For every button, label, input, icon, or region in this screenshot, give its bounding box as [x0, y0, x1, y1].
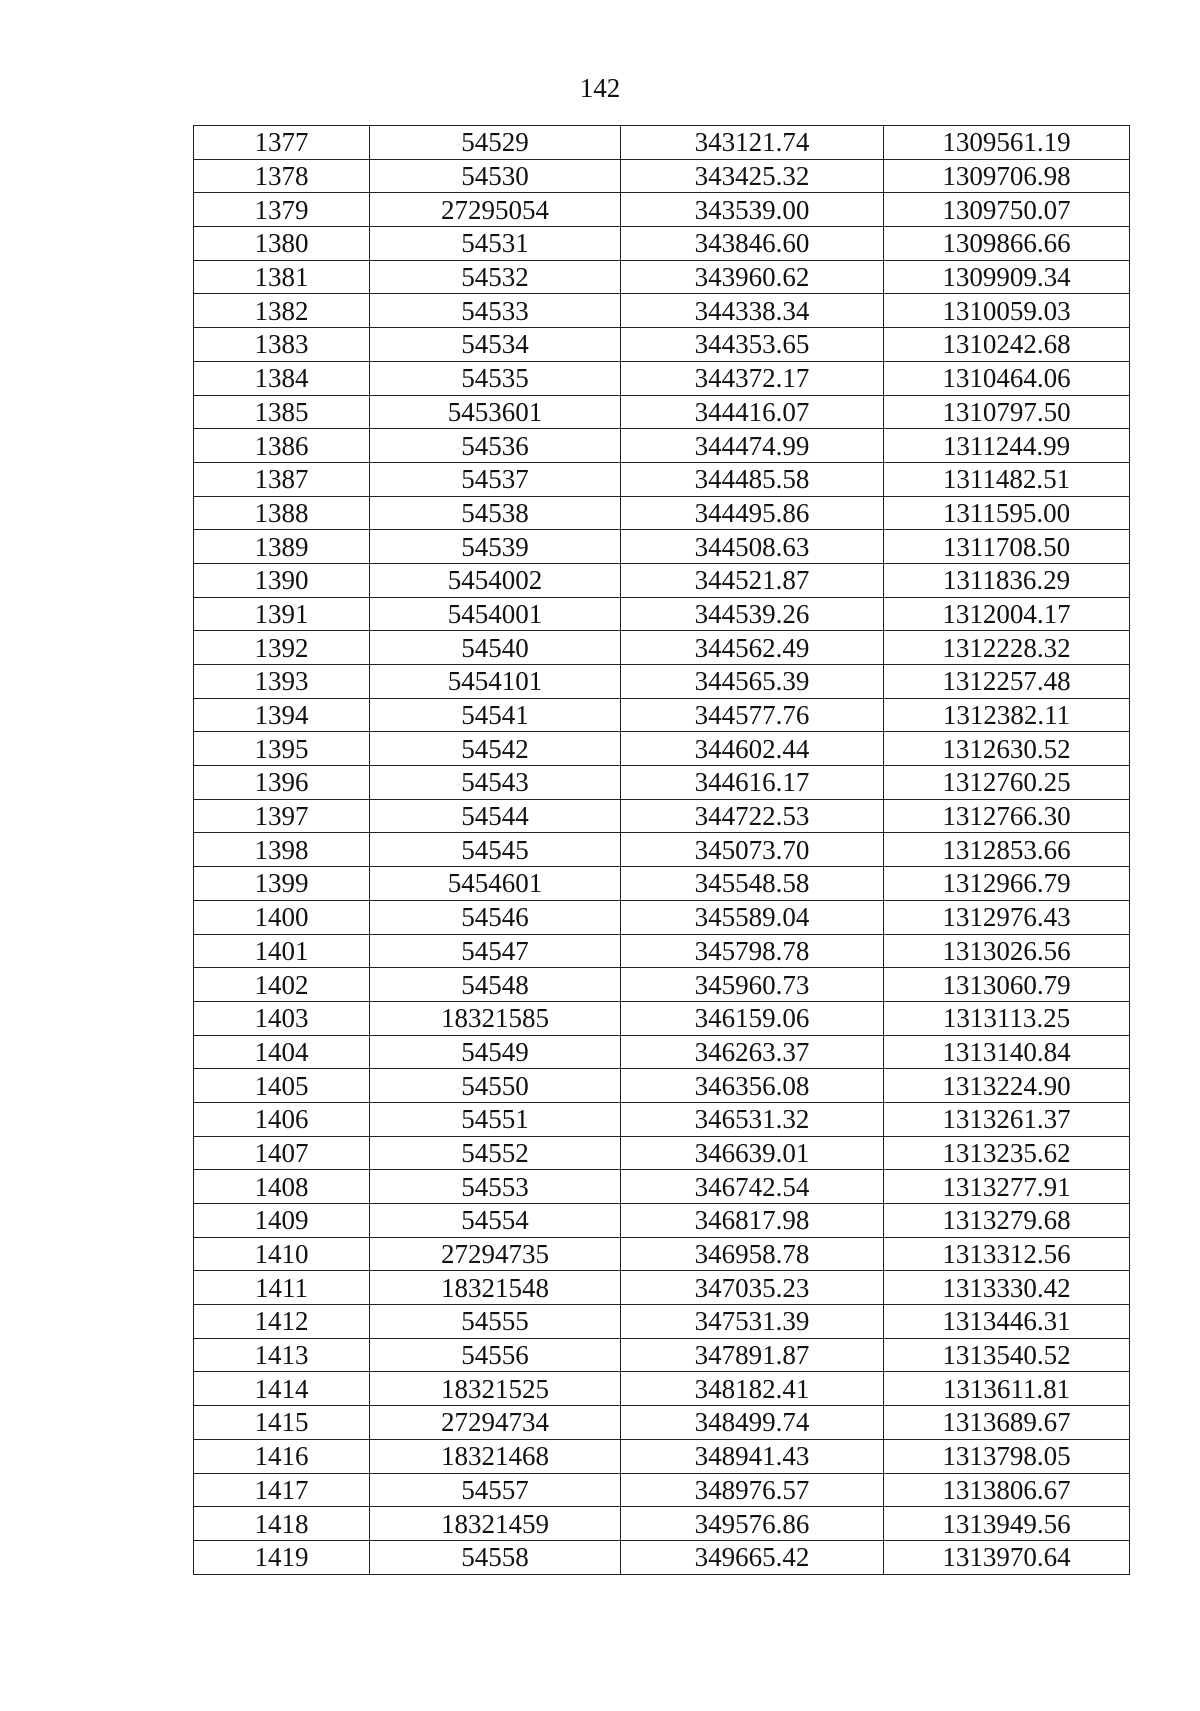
- row-index-cell: 1386: [194, 429, 370, 463]
- y-coordinate-cell: 1309909.34: [884, 260, 1130, 294]
- table-row: [194, 1136, 1130, 1170]
- y-coordinate-cell: 1313277.91: [884, 1170, 1130, 1204]
- point-id-cell: 18321468: [370, 1439, 621, 1473]
- table-row: [194, 1439, 1130, 1473]
- y-coordinate-cell: 1312382.11: [884, 698, 1130, 732]
- x-coordinate-cell: 349576.86: [621, 1507, 884, 1541]
- point-id-cell: 54558: [370, 1540, 621, 1574]
- y-coordinate-cell: 1310464.06: [884, 361, 1130, 395]
- table-row: [194, 530, 1130, 564]
- page-number: 142: [579, 73, 621, 103]
- row-index-cell: 1403: [194, 1001, 370, 1035]
- point-id-cell: 27294735: [370, 1237, 621, 1271]
- point-id-cell: 54550: [370, 1069, 621, 1103]
- point-id-cell: 54546: [370, 900, 621, 934]
- point-id-cell: 54535: [370, 361, 621, 395]
- row-index-cell: 1414: [194, 1372, 370, 1406]
- table-row: [194, 732, 1130, 766]
- x-coordinate-cell: 344508.63: [621, 530, 884, 564]
- x-coordinate-cell: 346639.01: [621, 1136, 884, 1170]
- table-row: [194, 1001, 1130, 1035]
- x-coordinate-cell: 343539.00: [621, 193, 884, 227]
- table-row: [194, 395, 1130, 429]
- point-id-cell: 54544: [370, 799, 621, 833]
- table-row: [194, 799, 1130, 833]
- row-index-cell: 1416: [194, 1439, 370, 1473]
- y-coordinate-cell: 1310242.68: [884, 328, 1130, 362]
- row-index-cell: 1418: [194, 1507, 370, 1541]
- table-row: [194, 698, 1130, 732]
- x-coordinate-cell: 345073.70: [621, 833, 884, 867]
- x-coordinate-cell: 346263.37: [621, 1035, 884, 1069]
- table-row: [194, 1102, 1130, 1136]
- row-index-cell: 1405: [194, 1069, 370, 1103]
- x-coordinate-cell: 345798.78: [621, 934, 884, 968]
- point-id-cell: 54542: [370, 732, 621, 766]
- x-coordinate-cell: 346817.98: [621, 1204, 884, 1238]
- row-index-cell: 1399: [194, 867, 370, 901]
- x-coordinate-cell: 344372.17: [621, 361, 884, 395]
- x-coordinate-cell: 345960.73: [621, 968, 884, 1002]
- point-id-cell: 54531: [370, 227, 621, 261]
- table-row: [194, 1204, 1130, 1238]
- x-coordinate-cell: 349665.42: [621, 1540, 884, 1574]
- point-id-cell: 54555: [370, 1305, 621, 1339]
- y-coordinate-cell: 1310059.03: [884, 294, 1130, 328]
- x-coordinate-cell: 344495.86: [621, 496, 884, 530]
- point-id-cell: 54551: [370, 1102, 621, 1136]
- point-id-cell: 54540: [370, 631, 621, 665]
- point-id-cell: 18321525: [370, 1372, 621, 1406]
- row-index-cell: 1407: [194, 1136, 370, 1170]
- row-index-cell: 1417: [194, 1473, 370, 1507]
- y-coordinate-cell: 1309866.66: [884, 227, 1130, 261]
- point-id-cell: 18321459: [370, 1507, 621, 1541]
- y-coordinate-cell: 1313446.31: [884, 1305, 1130, 1339]
- point-id-cell: 5454001: [370, 597, 621, 631]
- y-coordinate-cell: 1313806.67: [884, 1473, 1130, 1507]
- y-coordinate-cell: 1313261.37: [884, 1102, 1130, 1136]
- y-coordinate-cell: 1313026.56: [884, 934, 1130, 968]
- row-index-cell: 1410: [194, 1237, 370, 1271]
- y-coordinate-cell: 1313312.56: [884, 1237, 1130, 1271]
- x-coordinate-cell: 344485.58: [621, 462, 884, 496]
- x-coordinate-cell: 344602.44: [621, 732, 884, 766]
- y-coordinate-cell: 1312760.25: [884, 766, 1130, 800]
- y-coordinate-cell: 1311836.29: [884, 563, 1130, 597]
- table-row: [194, 900, 1130, 934]
- y-coordinate-cell: 1313949.56: [884, 1507, 1130, 1541]
- point-id-cell: 54553: [370, 1170, 621, 1204]
- row-index-cell: 1381: [194, 260, 370, 294]
- table-row: [194, 294, 1130, 328]
- y-coordinate-cell: 1313235.62: [884, 1136, 1130, 1170]
- row-index-cell: 1397: [194, 799, 370, 833]
- x-coordinate-cell: 344521.87: [621, 563, 884, 597]
- row-index-cell: 1419: [194, 1540, 370, 1574]
- point-id-cell: 54541: [370, 698, 621, 732]
- point-id-cell: 54549: [370, 1035, 621, 1069]
- table-row: [194, 328, 1130, 362]
- point-id-cell: 54536: [370, 429, 621, 463]
- row-index-cell: 1385: [194, 395, 370, 429]
- y-coordinate-cell: 1312766.30: [884, 799, 1130, 833]
- point-id-cell: 5454002: [370, 563, 621, 597]
- y-coordinate-cell: 1313140.84: [884, 1035, 1130, 1069]
- point-id-cell: 5453601: [370, 395, 621, 429]
- point-id-cell: 54543: [370, 766, 621, 800]
- table-row: [194, 867, 1130, 901]
- y-coordinate-cell: 1313113.25: [884, 1001, 1130, 1035]
- y-coordinate-cell: 1312004.17: [884, 597, 1130, 631]
- point-id-cell: 54529: [370, 126, 621, 160]
- row-index-cell: 1387: [194, 462, 370, 496]
- point-id-cell: 5454601: [370, 867, 621, 901]
- table-row: [194, 1540, 1130, 1574]
- x-coordinate-cell: 343846.60: [621, 227, 884, 261]
- row-index-cell: 1390: [194, 563, 370, 597]
- table-row: [194, 597, 1130, 631]
- row-index-cell: 1400: [194, 900, 370, 934]
- point-id-cell: 5454101: [370, 665, 621, 699]
- y-coordinate-cell: 1312630.52: [884, 732, 1130, 766]
- point-id-cell: 54539: [370, 530, 621, 564]
- y-coordinate-cell: 1313330.42: [884, 1271, 1130, 1305]
- row-index-cell: 1379: [194, 193, 370, 227]
- y-coordinate-cell: 1309706.98: [884, 159, 1130, 193]
- table-body: [194, 126, 1130, 1575]
- y-coordinate-cell: 1312257.48: [884, 665, 1130, 699]
- row-index-cell: 1378: [194, 159, 370, 193]
- x-coordinate-cell: 348976.57: [621, 1473, 884, 1507]
- x-coordinate-cell: 346958.78: [621, 1237, 884, 1271]
- row-index-cell: 1382: [194, 294, 370, 328]
- point-id-cell: 54534: [370, 328, 621, 362]
- row-index-cell: 1404: [194, 1035, 370, 1069]
- point-id-cell: 18321548: [370, 1271, 621, 1305]
- point-id-cell: 54538: [370, 496, 621, 530]
- table-row: [194, 429, 1130, 463]
- table-row: [194, 159, 1130, 193]
- table-row: [194, 1237, 1130, 1271]
- point-id-cell: 54548: [370, 968, 621, 1002]
- x-coordinate-cell: 344616.17: [621, 766, 884, 800]
- x-coordinate-cell: 346742.54: [621, 1170, 884, 1204]
- y-coordinate-cell: 1310797.50: [884, 395, 1130, 429]
- point-id-cell: 27295054: [370, 193, 621, 227]
- table-row: [194, 260, 1130, 294]
- x-coordinate-cell: 344539.26: [621, 597, 884, 631]
- table-row: [194, 833, 1130, 867]
- y-coordinate-cell: 1311708.50: [884, 530, 1130, 564]
- point-id-cell: 54547: [370, 934, 621, 968]
- row-index-cell: 1396: [194, 766, 370, 800]
- x-coordinate-cell: 347531.39: [621, 1305, 884, 1339]
- x-coordinate-cell: 344722.53: [621, 799, 884, 833]
- point-id-cell: 54532: [370, 260, 621, 294]
- row-index-cell: 1401: [194, 934, 370, 968]
- table-row: [194, 1170, 1130, 1204]
- row-index-cell: 1384: [194, 361, 370, 395]
- point-id-cell: 54537: [370, 462, 621, 496]
- x-coordinate-cell: 343121.74: [621, 126, 884, 160]
- table-row: [194, 193, 1130, 227]
- y-coordinate-cell: 1311244.99: [884, 429, 1130, 463]
- row-index-cell: 1391: [194, 597, 370, 631]
- x-coordinate-cell: 344474.99: [621, 429, 884, 463]
- x-coordinate-cell: 348182.41: [621, 1372, 884, 1406]
- x-coordinate-cell: 344565.39: [621, 665, 884, 699]
- point-id-cell: 54530: [370, 159, 621, 193]
- table-row: [194, 1406, 1130, 1440]
- x-coordinate-cell: 343425.32: [621, 159, 884, 193]
- table-row: [194, 766, 1130, 800]
- row-index-cell: 1406: [194, 1102, 370, 1136]
- row-index-cell: 1408: [194, 1170, 370, 1204]
- y-coordinate-cell: 1312966.79: [884, 867, 1130, 901]
- y-coordinate-cell: 1313970.64: [884, 1540, 1130, 1574]
- y-coordinate-cell: 1309750.07: [884, 193, 1130, 227]
- table-row: [194, 1035, 1130, 1069]
- row-index-cell: 1402: [194, 968, 370, 1002]
- row-index-cell: 1412: [194, 1305, 370, 1339]
- table-row: [194, 227, 1130, 261]
- table-row: [194, 563, 1130, 597]
- row-index-cell: 1392: [194, 631, 370, 665]
- x-coordinate-cell: 348941.43: [621, 1439, 884, 1473]
- table-row: [194, 1069, 1130, 1103]
- x-coordinate-cell: 344338.34: [621, 294, 884, 328]
- y-coordinate-cell: 1313279.68: [884, 1204, 1130, 1238]
- table-row: [194, 968, 1130, 1002]
- y-coordinate-cell: 1312976.43: [884, 900, 1130, 934]
- x-coordinate-cell: 343960.62: [621, 260, 884, 294]
- row-index-cell: 1395: [194, 732, 370, 766]
- x-coordinate-cell: 346531.32: [621, 1102, 884, 1136]
- x-coordinate-cell: 346356.08: [621, 1069, 884, 1103]
- row-index-cell: 1411: [194, 1271, 370, 1305]
- table-row: [194, 665, 1130, 699]
- y-coordinate-cell: 1311482.51: [884, 462, 1130, 496]
- y-coordinate-cell: 1312853.66: [884, 833, 1130, 867]
- coordinates-table: [193, 125, 1130, 1575]
- y-coordinate-cell: 1312228.32: [884, 631, 1130, 665]
- point-id-cell: 54533: [370, 294, 621, 328]
- row-index-cell: 1393: [194, 665, 370, 699]
- y-coordinate-cell: 1313224.90: [884, 1069, 1130, 1103]
- row-index-cell: 1383: [194, 328, 370, 362]
- row-index-cell: 1380: [194, 227, 370, 261]
- x-coordinate-cell: 344577.76: [621, 698, 884, 732]
- row-index-cell: 1413: [194, 1338, 370, 1372]
- x-coordinate-cell: 345548.58: [621, 867, 884, 901]
- row-index-cell: 1415: [194, 1406, 370, 1440]
- y-coordinate-cell: 1313689.67: [884, 1406, 1130, 1440]
- x-coordinate-cell: 348499.74: [621, 1406, 884, 1440]
- table-row: [194, 1338, 1130, 1372]
- point-id-cell: 54545: [370, 833, 621, 867]
- point-id-cell: 18321585: [370, 1001, 621, 1035]
- point-id-cell: 54552: [370, 1136, 621, 1170]
- x-coordinate-cell: 344416.07: [621, 395, 884, 429]
- row-index-cell: 1389: [194, 530, 370, 564]
- y-coordinate-cell: 1313060.79: [884, 968, 1130, 1002]
- table-row: [194, 1473, 1130, 1507]
- point-id-cell: 54556: [370, 1338, 621, 1372]
- y-coordinate-cell: 1309561.19: [884, 126, 1130, 160]
- x-coordinate-cell: 346159.06: [621, 1001, 884, 1035]
- x-coordinate-cell: 347035.23: [621, 1271, 884, 1305]
- y-coordinate-cell: 1311595.00: [884, 496, 1130, 530]
- table-row: [194, 1305, 1130, 1339]
- point-id-cell: 54554: [370, 1204, 621, 1238]
- table-row: [194, 934, 1130, 968]
- row-index-cell: 1394: [194, 698, 370, 732]
- table-row: [194, 1372, 1130, 1406]
- row-index-cell: 1398: [194, 833, 370, 867]
- table-row: [194, 361, 1130, 395]
- row-index-cell: 1409: [194, 1204, 370, 1238]
- row-index-cell: 1377: [194, 126, 370, 160]
- table-row: [194, 126, 1130, 160]
- x-coordinate-cell: 347891.87: [621, 1338, 884, 1372]
- x-coordinate-cell: 344353.65: [621, 328, 884, 362]
- table-row: [194, 631, 1130, 665]
- table-row: [194, 462, 1130, 496]
- y-coordinate-cell: 1313611.81: [884, 1372, 1130, 1406]
- y-coordinate-cell: 1313798.05: [884, 1439, 1130, 1473]
- y-coordinate-cell: 1313540.52: [884, 1338, 1130, 1372]
- x-coordinate-cell: 345589.04: [621, 900, 884, 934]
- table-row: [194, 496, 1130, 530]
- x-coordinate-cell: 344562.49: [621, 631, 884, 665]
- table-row: [194, 1271, 1130, 1305]
- point-id-cell: 27294734: [370, 1406, 621, 1440]
- point-id-cell: 54557: [370, 1473, 621, 1507]
- row-index-cell: 1388: [194, 496, 370, 530]
- table-row: [194, 1507, 1130, 1541]
